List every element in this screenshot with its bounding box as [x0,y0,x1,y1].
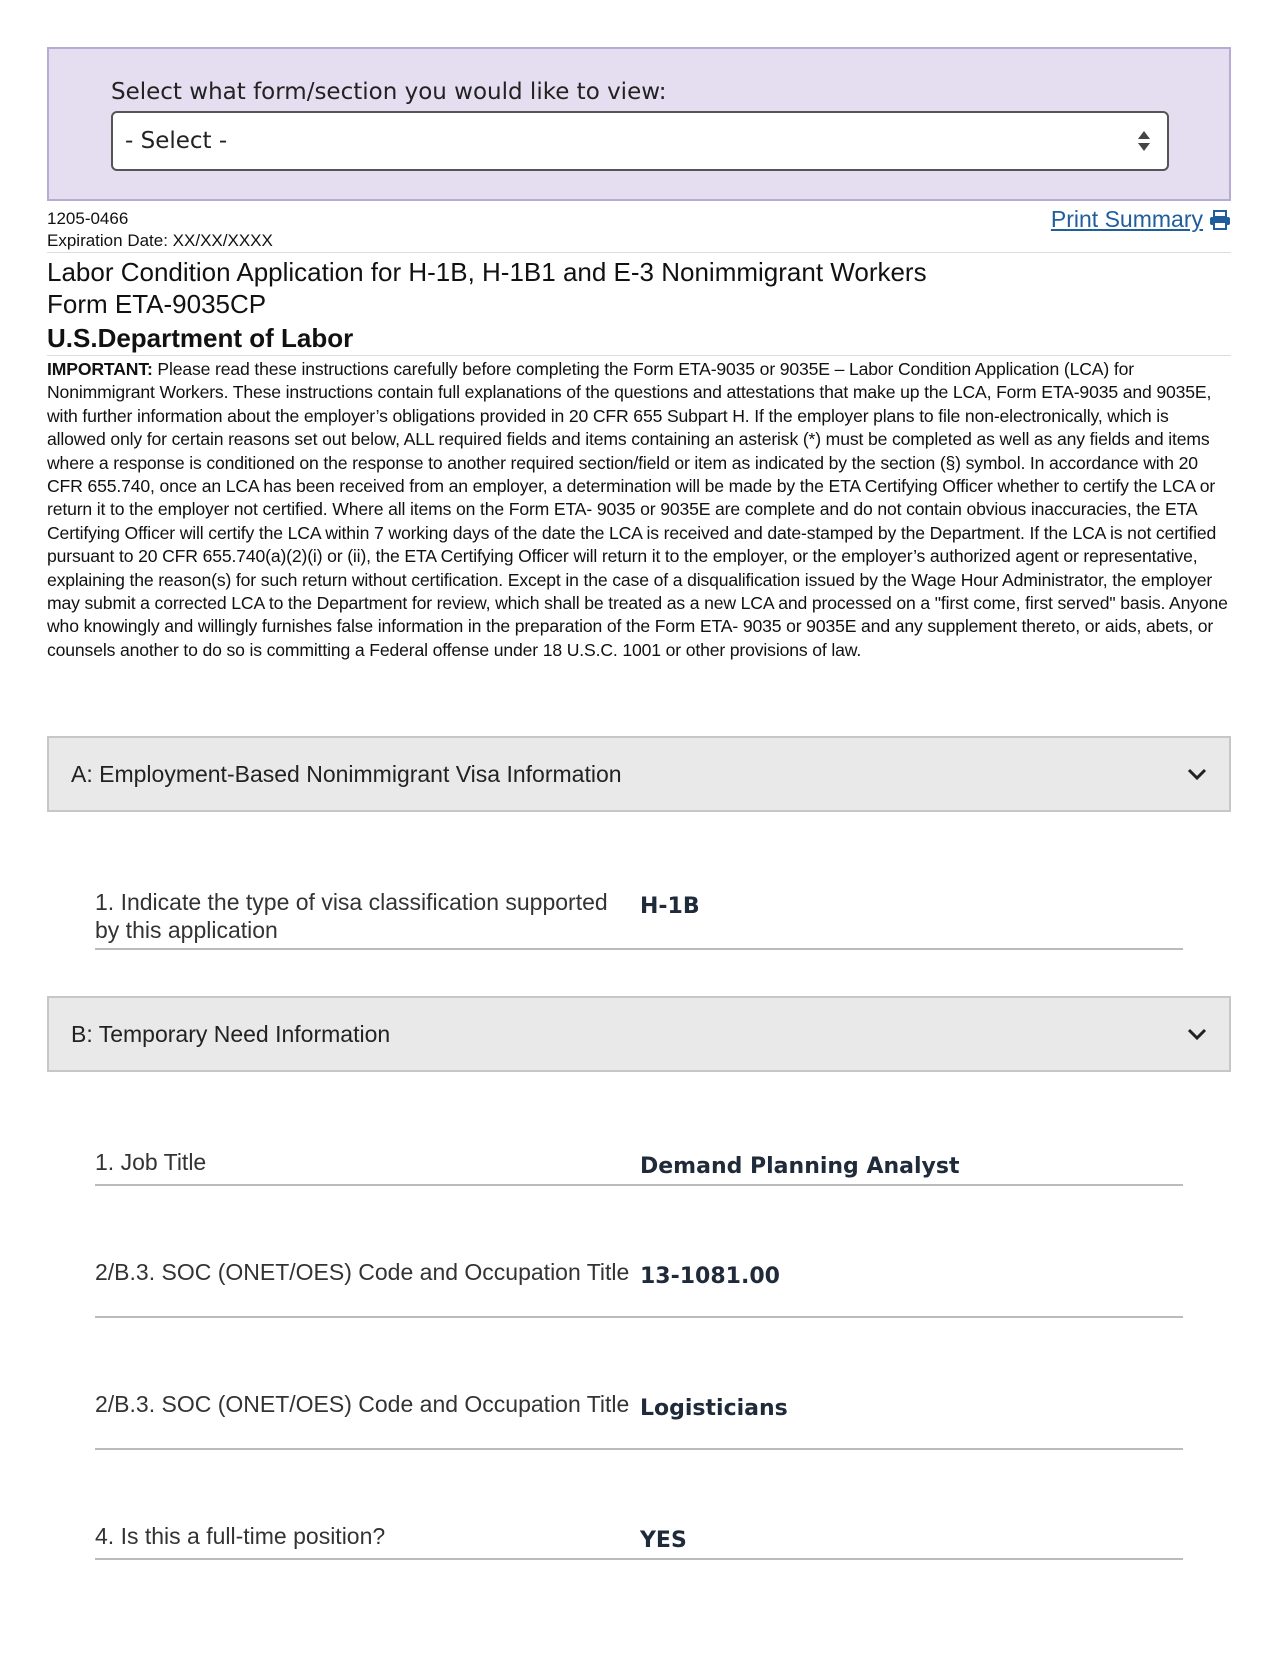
printer-icon [1209,210,1231,230]
section-b-header[interactable] [47,996,1231,1072]
expiration-date: Expiration Date: XX/XX/XXXX [47,231,273,250]
field-value: Logisticians [640,1396,788,1421]
field-value: YES [640,1528,687,1553]
field-row-job-title [95,1148,1183,1186]
field-row-visa-classification [95,888,1183,950]
field-label: 2/B.3. SOC (ONET/OES) Code and Occupation Title [95,1259,630,1285]
instructions-text [47,358,1231,662]
chevron-down-icon [1187,1028,1207,1040]
field-row-full-time [95,1522,1183,1560]
instructions-body: Please read these instructions carefully before completing the Form ETA-9035 or 9035E – Labor Condition Application (LCA) for Nonimmigrant Workers. These instructions contain full explanations of the questions and attestations that make up the LCA, Form ETA-9035 and 9035E, with further information about the employer’s obligations provided in 20 CFR 655 Subpart H. If the employer plans to file non-electronically, which is allowed only for certain reasons set out below, ALL required fields and items containing an asterisk (*) must be completed as well as any fields and items where a response is conditioned on the response to another required section/field or item as indicated by the section (§) symbol. In accordance with 20 CFR 655.740, once an LCA has been received from an employer, a determination will be made by the ETA Certifying Officer whether to certify the LCA or return it to the employer not certified. Where all items on the Form ETA- 9035 or 9035E are complete and do not contain obvious inaccuracies, the ETA Certifying Officer will certify the LCA within 7 working days of the date the LCA is received and date-stamped by the Department. If the LCA is not certified pursuant to 20 CFR 655.740(a)(2)(i) or (ii), the ETA Certifying Officer will return it to the employer, or the employer’s authorized agent or representative, explaining the reason(s) for such return without certification. Except in the case of a disqualification issued by the Wage Hour Administrator, the employer may submit a corrected LCA to the Department for review, which shall be treated as a new LCA and processed on a "first come, first served" basis. Anyone who knowingly and willingly furnishes false information in the preparation of the Form ETA- 9035 or 9035E and any supplement thereto, or aids, abets, or counsels another to do so is committing a Federal offense under 18 U.S.C. 1001 or other provisions of law. [47,359,1228,660]
form-number: Form ETA-9035CP [47,289,267,319]
selector-label: Select what form/section you would like to view: [111,79,667,105]
section-a-title: A: Employment-Based Nonimmigrant Visa Information [71,760,622,787]
omb-info [47,208,273,252]
updown-icon [1137,130,1151,152]
chevron-down-icon [1187,768,1207,780]
department-name: U.S.Department of Labor [47,323,354,353]
field-label: 1. Job Title [95,1149,207,1175]
field-row-soc-code [95,1258,1183,1318]
divider [47,252,1231,253]
page-title: Labor Condition Application for H-1B, H-1B1 and E-3 Nonimmigrant Workers [47,257,927,287]
form-section-selector-panel [47,47,1231,201]
page-title-block [47,256,1231,354]
field-value: 13-1081.00 [640,1264,780,1289]
field-label: 2/B.3. SOC (ONET/OES) Code and Occupation Title [95,1391,630,1417]
divider [47,355,1231,356]
print-summary-link[interactable] [1051,206,1231,233]
omb-number: 1205-0466 [47,209,129,228]
section-a-header[interactable] [47,736,1231,812]
print-summary-label: Print Summary [1050,206,1203,232]
select-value: - Select - [125,128,228,154]
field-value: H-1B [640,894,700,919]
field-row-occupation-title [95,1390,1183,1450]
important-label: IMPORTANT: [47,359,153,379]
field-label: 4. Is this a full-time position? [95,1523,386,1549]
section-b-title: B: Temporary Need Information [71,1020,391,1047]
form-section-select[interactable] [111,111,1169,171]
field-label: 1. Indicate the type of visa classification supported by this application [95,889,608,943]
field-value: Demand Planning Analyst [640,1154,960,1179]
